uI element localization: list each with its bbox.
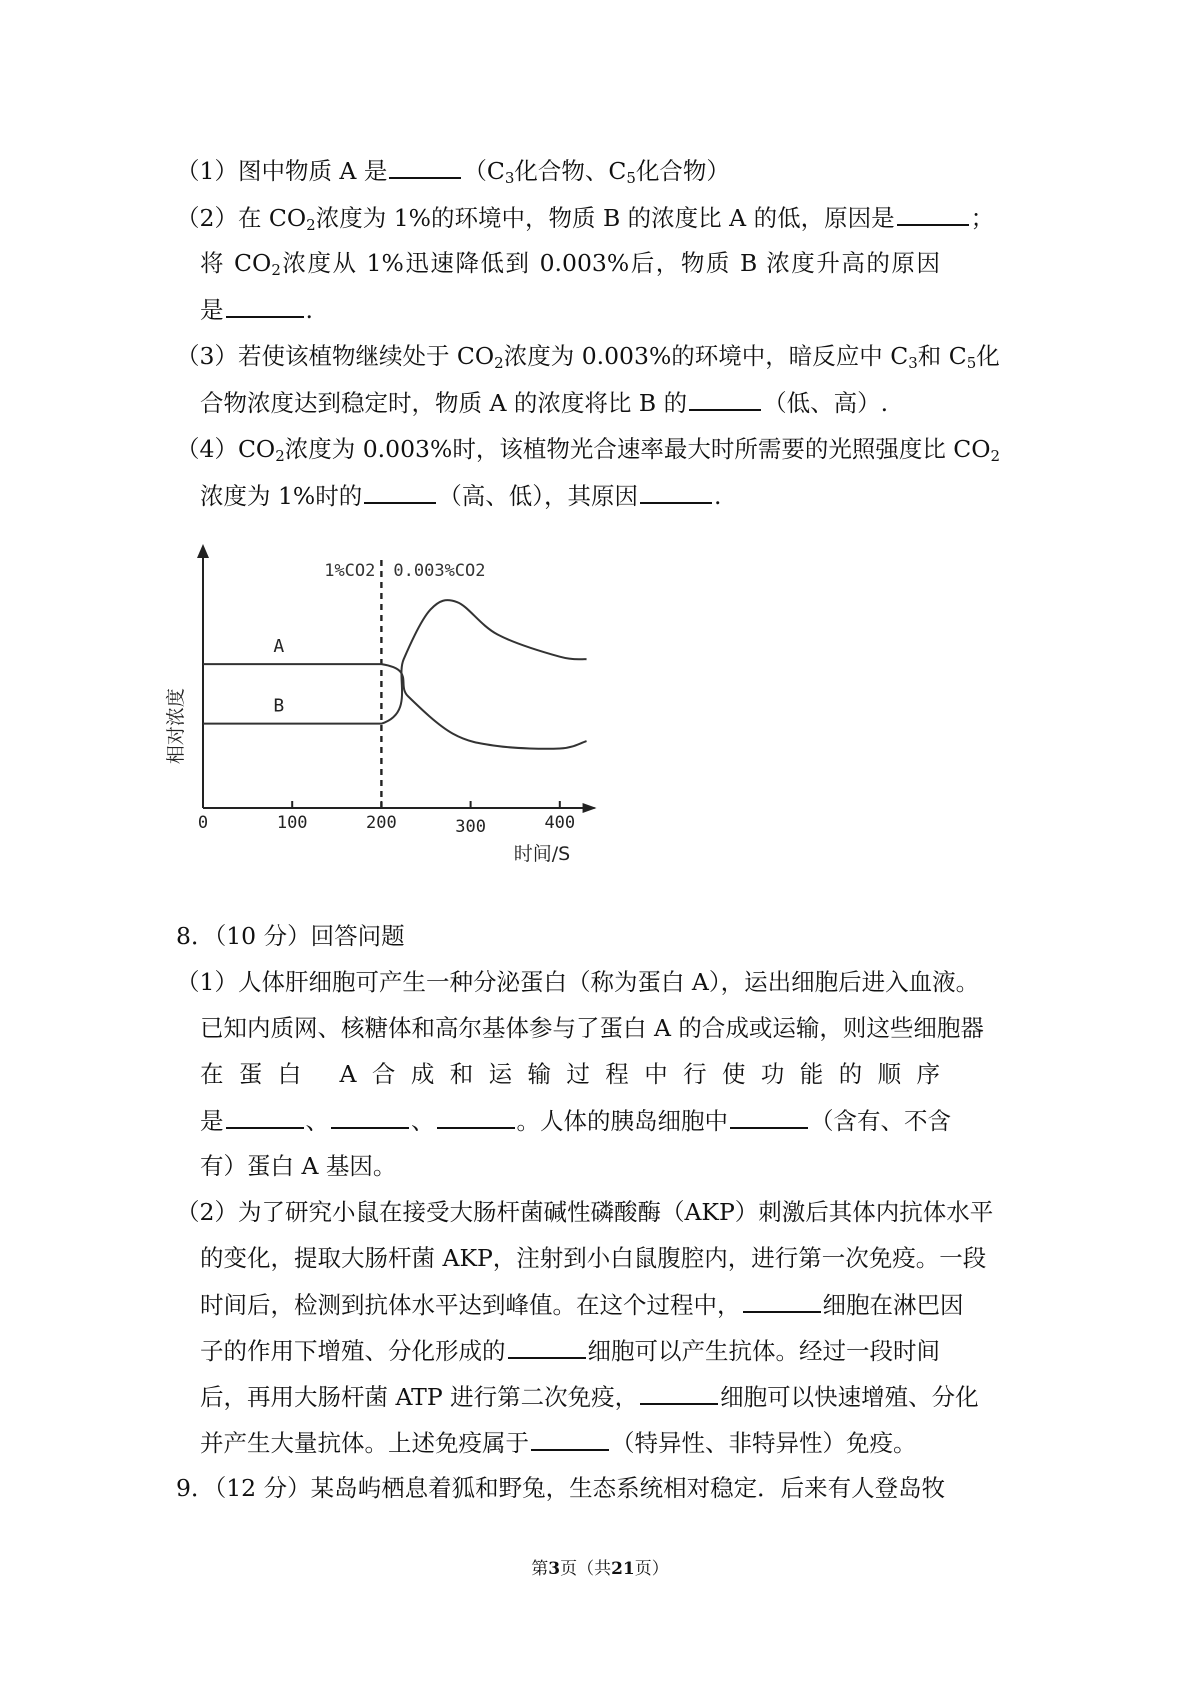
x-tick-label: 200 (366, 813, 397, 833)
q8-part2-line6: 并产生大量抗体。上述免疫属于 （特异性、非特异性）免疫。 (200, 1429, 917, 1457)
q7-part2-line1: （2）在 $CO_2$浓度为 1%的环境中，物质 B 的浓度比 A 的低，原因是 ； (176, 204, 995, 234)
q8-part1-line4: 是 、 、 。人体的胰岛细胞中 （含有、不含 (200, 1107, 951, 1135)
q8-part1-line5: 有）蛋白 A 基因。 (200, 1152, 397, 1180)
series-label-B: B (273, 695, 285, 717)
series-line-B (203, 600, 587, 724)
q8-part1-line3: 在蛋白 A合成和运输过程中行使功能的顺序 (200, 1060, 940, 1088)
chart-labels (165, 561, 575, 865)
annotation-left: 1%CO2 (324, 561, 376, 581)
concentration-chart (165, 540, 636, 895)
page-footer: 第3页（共21页） (531, 1559, 669, 1579)
q8-part1-line2: 已知内质网、核糖体和高尔基体参与了蛋白 A 的合成或运输，则这些细胞器 (200, 1014, 984, 1042)
answer-blank[interactable] (743, 1289, 821, 1313)
x-axis-title: 时间/S (513, 843, 571, 865)
answer-blank[interactable] (226, 1105, 304, 1129)
x-axis-arrow (583, 803, 597, 813)
series-line-A (203, 664, 587, 749)
series-label-A: A (273, 636, 285, 658)
annotation-right: 0.003%CO2 (393, 561, 486, 581)
answer-blank[interactable] (364, 480, 436, 504)
x-tick-label: 400 (544, 813, 576, 833)
y-axis-title: 相对浓度 (165, 688, 187, 765)
answer-blank[interactable] (331, 1105, 409, 1129)
answer-blank[interactable] (730, 1105, 808, 1129)
answer-blank[interactable] (508, 1335, 586, 1359)
q8-part2-line5: 后，再用大肠杆菌 ATP 进行第二次免疫， 细胞可以快速增殖、分化 (200, 1383, 979, 1411)
q8-part2-line3: 时间后，检测到抗体水平达到峰值。在这个过程中， 细胞在淋巴因 (200, 1291, 964, 1319)
chart-axes (197, 544, 597, 813)
x-tick-label: 0 (197, 813, 209, 833)
q9-line1: 9．（12 分）某岛屿栖息着狐和野兔，生态系统相对稳定．后来有人登岛牧 (176, 1474, 946, 1502)
q8-part2-line4: 子的作用下增殖、分化形成的 细胞可以产生抗体。经过一段时间 (200, 1337, 940, 1365)
answer-blank[interactable] (531, 1427, 609, 1451)
q7-part2-line3: 是 . (200, 296, 313, 324)
q7-part1: （1）图中物质 A 是 （$C_3$化合物、$C_5$化合物） (176, 157, 730, 187)
x-tick-label: 100 (276, 813, 308, 833)
chart-series (203, 600, 587, 749)
q7-part3-line2: 合物浓度达到稳定时，物质 A 的浓度将比 B 的 （低、高）. (200, 389, 889, 417)
q8-part2-line2: 的变化，提取大肠杆菌 AKP，注射到小白鼠腹腔内，进行第一次免疫。一段 (200, 1244, 987, 1272)
q8-part1-line1: （1）人体肝细胞可产生一种分泌蛋白（称为蛋白 A），运出细胞后进入血液。 (176, 968, 980, 996)
x-tick-label: 300 (455, 817, 486, 837)
answer-blank[interactable] (689, 387, 761, 411)
q7-part3-line1: （3）若使该植物继续处于 $CO_2$浓度为 0.003%的环境中，暗反应中 $C_3$和 $C_5$化 (176, 342, 1000, 372)
q7-part4-line2: 浓度为 1%时的 （高、低），其原因 . (200, 482, 722, 510)
y-axis-arrow (197, 544, 209, 558)
answer-blank[interactable] (640, 480, 712, 504)
answer-blank[interactable] (389, 155, 461, 179)
q7-part4-line1: $(4)CO_2$浓度为 0.003%时，该植物光合速率最大时所需要的光照强度比 $CO_2$ (176, 435, 1001, 465)
answer-blank[interactable] (437, 1105, 515, 1129)
answer-blank[interactable] (226, 294, 304, 318)
q8-part2-line1: （2）为了研究小鼠在接受大肠杆菌碱性磷酸酶（AKP）刺激后其体内抗体水平 (176, 1198, 994, 1226)
q8-heading: 8．（10 分）回答问题 (176, 922, 405, 950)
q7-part2-line2: 将 $CO_2$浓度从 1%迅速降低到 0.003%后，物质 B 浓度升高的原因 (200, 249, 940, 279)
answer-blank[interactable] (640, 1381, 718, 1405)
answer-blank[interactable] (897, 202, 969, 226)
